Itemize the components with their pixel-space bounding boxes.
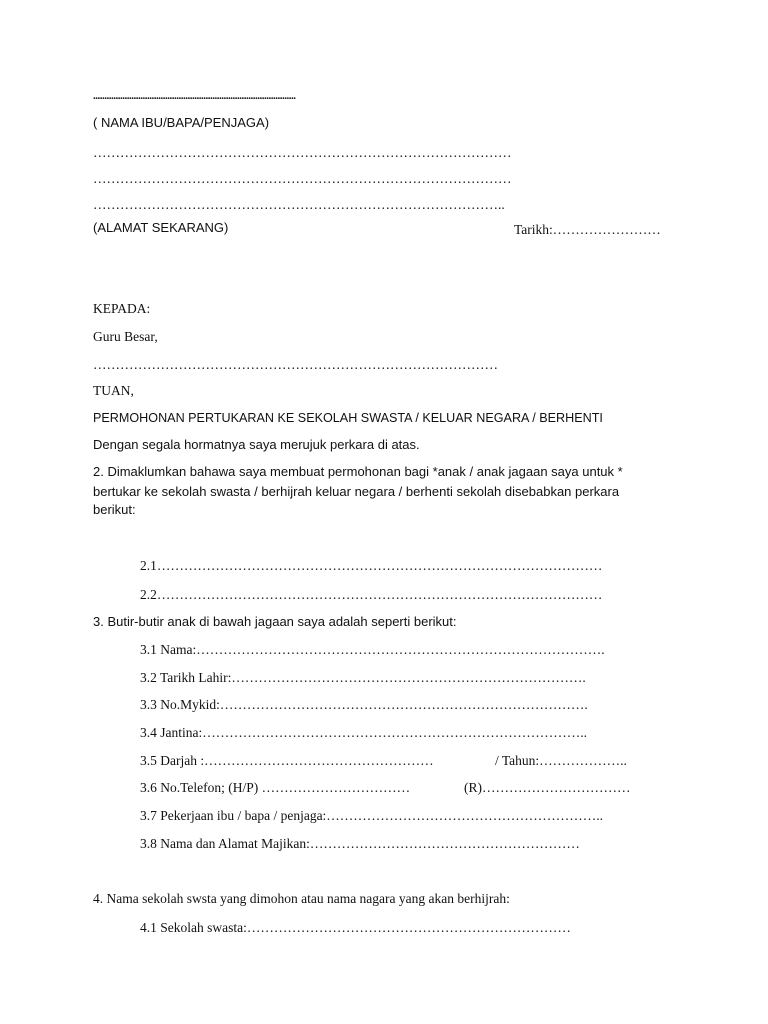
date-field: Tarikh:…………………… <box>514 222 661 237</box>
address-line-3: ……………………………………………………………………………….. <box>93 197 505 212</box>
field-mykid: 3.3 No.Mykid:………………………………………………………………………. <box>140 697 588 712</box>
paragraph-2-line-1: 2. Dimaklumkan bahawa saya membuat permohonan bagi *anak / anak jagaan saya untuk * <box>93 464 623 479</box>
parent-name-line: .......................................................................................... <box>93 90 296 102</box>
paragraph-4: 4. Nama sekolah swsta yang dimohon atau nama nagara yang akan berhijrah: <box>93 891 510 906</box>
reason-2-2-line: 2.2……………………………………………………………………………………… <box>140 587 603 602</box>
field-private-school: 4.1 Sekolah swasta:……………………………………………………………… <box>140 920 571 935</box>
school-name-line: ……………………………………………………………………………… <box>93 357 498 372</box>
field-class: 3.5 Darjah :…………………………………………… <box>140 753 434 768</box>
field-employer: 3.8 Nama dan Alamat Majikan:…………………………………………………… <box>140 836 580 851</box>
address-label: (ALAMAT SEKARANG) <box>93 220 229 235</box>
field-gender: 3.4 Jantina:………………………………………………………………………….. <box>140 725 587 740</box>
reason-2-1-line: 2.1……………………………………………………………………………………… <box>140 558 603 573</box>
parent-name-label: ( NAMA IBU/BAPA/PENJAGA) <box>93 115 270 130</box>
to-label: KEPADA: <box>93 301 151 316</box>
field-phone-hp: 3.6 No.Telefon; (H/P) …………………………… <box>140 780 411 795</box>
opening-sentence: Dengan segala hormatnya saya merujuk perkara di atas. <box>93 437 420 452</box>
field-birth-date: 3.2 Tarikh Lahir:……………………………………………………………………. <box>140 670 586 685</box>
field-year: / Tahun:……………….. <box>495 753 627 768</box>
paragraph-3: 3. Butir-butir anak di bawah jagaan saya adalah seperti berikut: <box>93 614 457 629</box>
field-parent-occupation: 3.7 Pekerjaan ibu / bapa / penjaga:…………………………………………………….. <box>140 808 604 823</box>
subject-line: PERMOHONAN PERTUKARAN KE SEKOLAH SWASTA / KELUAR NEGARA / BERHENTI <box>93 411 603 425</box>
salutation: TUAN, <box>93 383 134 398</box>
paragraph-2-line-3: berikut: <box>93 502 136 517</box>
recipient-title: Guru Besar, <box>93 329 158 344</box>
address-line-1: ………………………………………………………………………………… <box>93 145 512 160</box>
address-line-2: ………………………………………………………………………………… <box>93 171 512 186</box>
paragraph-2-line-2: bertukar ke sekolah swasta / berhijrah keluar negara / berhenti sekolah disebabkan perkara <box>93 484 620 499</box>
field-phone-home: (R)…………………………… <box>464 780 631 795</box>
field-name: 3.1 Nama:………………………………………………………………………………. <box>140 642 605 657</box>
